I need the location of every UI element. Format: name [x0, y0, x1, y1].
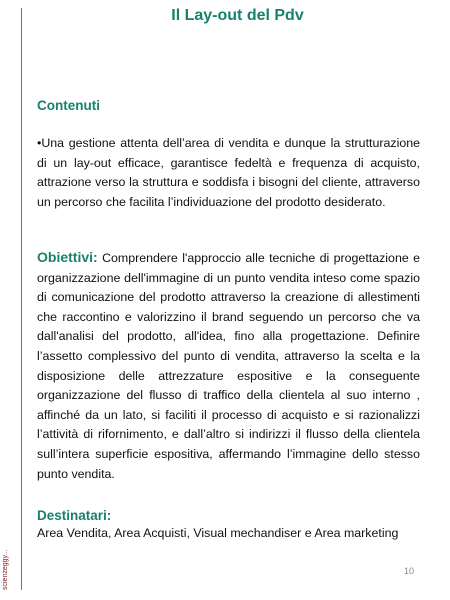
- section-obiettivi: [37, 248, 420, 484]
- section-heading-destinatari: Destinatari:: [37, 508, 112, 523]
- section-heading-contenuti: Contenuti: [37, 98, 100, 113]
- page-number: 10: [404, 566, 415, 576]
- brand-logo: [2, 532, 16, 592]
- sidebar-divider: [21, 8, 22, 590]
- left-sidebar: [0, 0, 18, 600]
- page-title: Il Lay-out del Pdv: [171, 7, 304, 24]
- section-text-destinatari: Area Vendita, Area Acquisti, Visual mechandiser e Area marketing: [37, 526, 399, 540]
- section-text-contenuti: •Una gestione attenta dell’area di vendita e dunque la strutturazione di un lay-out efficace, garantisce fedeltà e frequenza di acquisto, attrazione verso la struttura e soddisfa i bisogni del cliente, attraverso un percorso che facilita l’individuazione del prodotto desiderato.: [37, 136, 420, 209]
- section-text-obiettivi: Comprendere l'approccio alle tecniche di progettazione e organizzazione dell'immagine di un punto vendita inteso come spazio di comunicazione del prodotto attraverso la creazione di allestimenti che raccontino e valorizzino il brand seguendo un percorso che va dall'analisi del prodotto, all'idea, fino alla progettazione. Definire l’assetto complessivo del punto di vendita, attraverso la scelta e la disposizione delle attrezzature espositive e la conseguente organizzazione del flusso di traffico della clientela al suo interno , affinché da un lato, si faciliti il processo di acquisto e si razionalizzi l’attività di rifornimento, e dall’altro si indirizzi il flusso della clientela sull’intera superficie espositiva, affermando l’immagine dello stesso punto vendita.: [37, 251, 420, 481]
- section-destinatari: [37, 508, 420, 544]
- section-paragraph-obiettivi: [37, 248, 420, 484]
- logo-text: scienzeggy...: [2, 549, 9, 590]
- section-heading-obiettivi: Obiettivi:: [37, 249, 98, 265]
- section-contenuti: [37, 98, 420, 212]
